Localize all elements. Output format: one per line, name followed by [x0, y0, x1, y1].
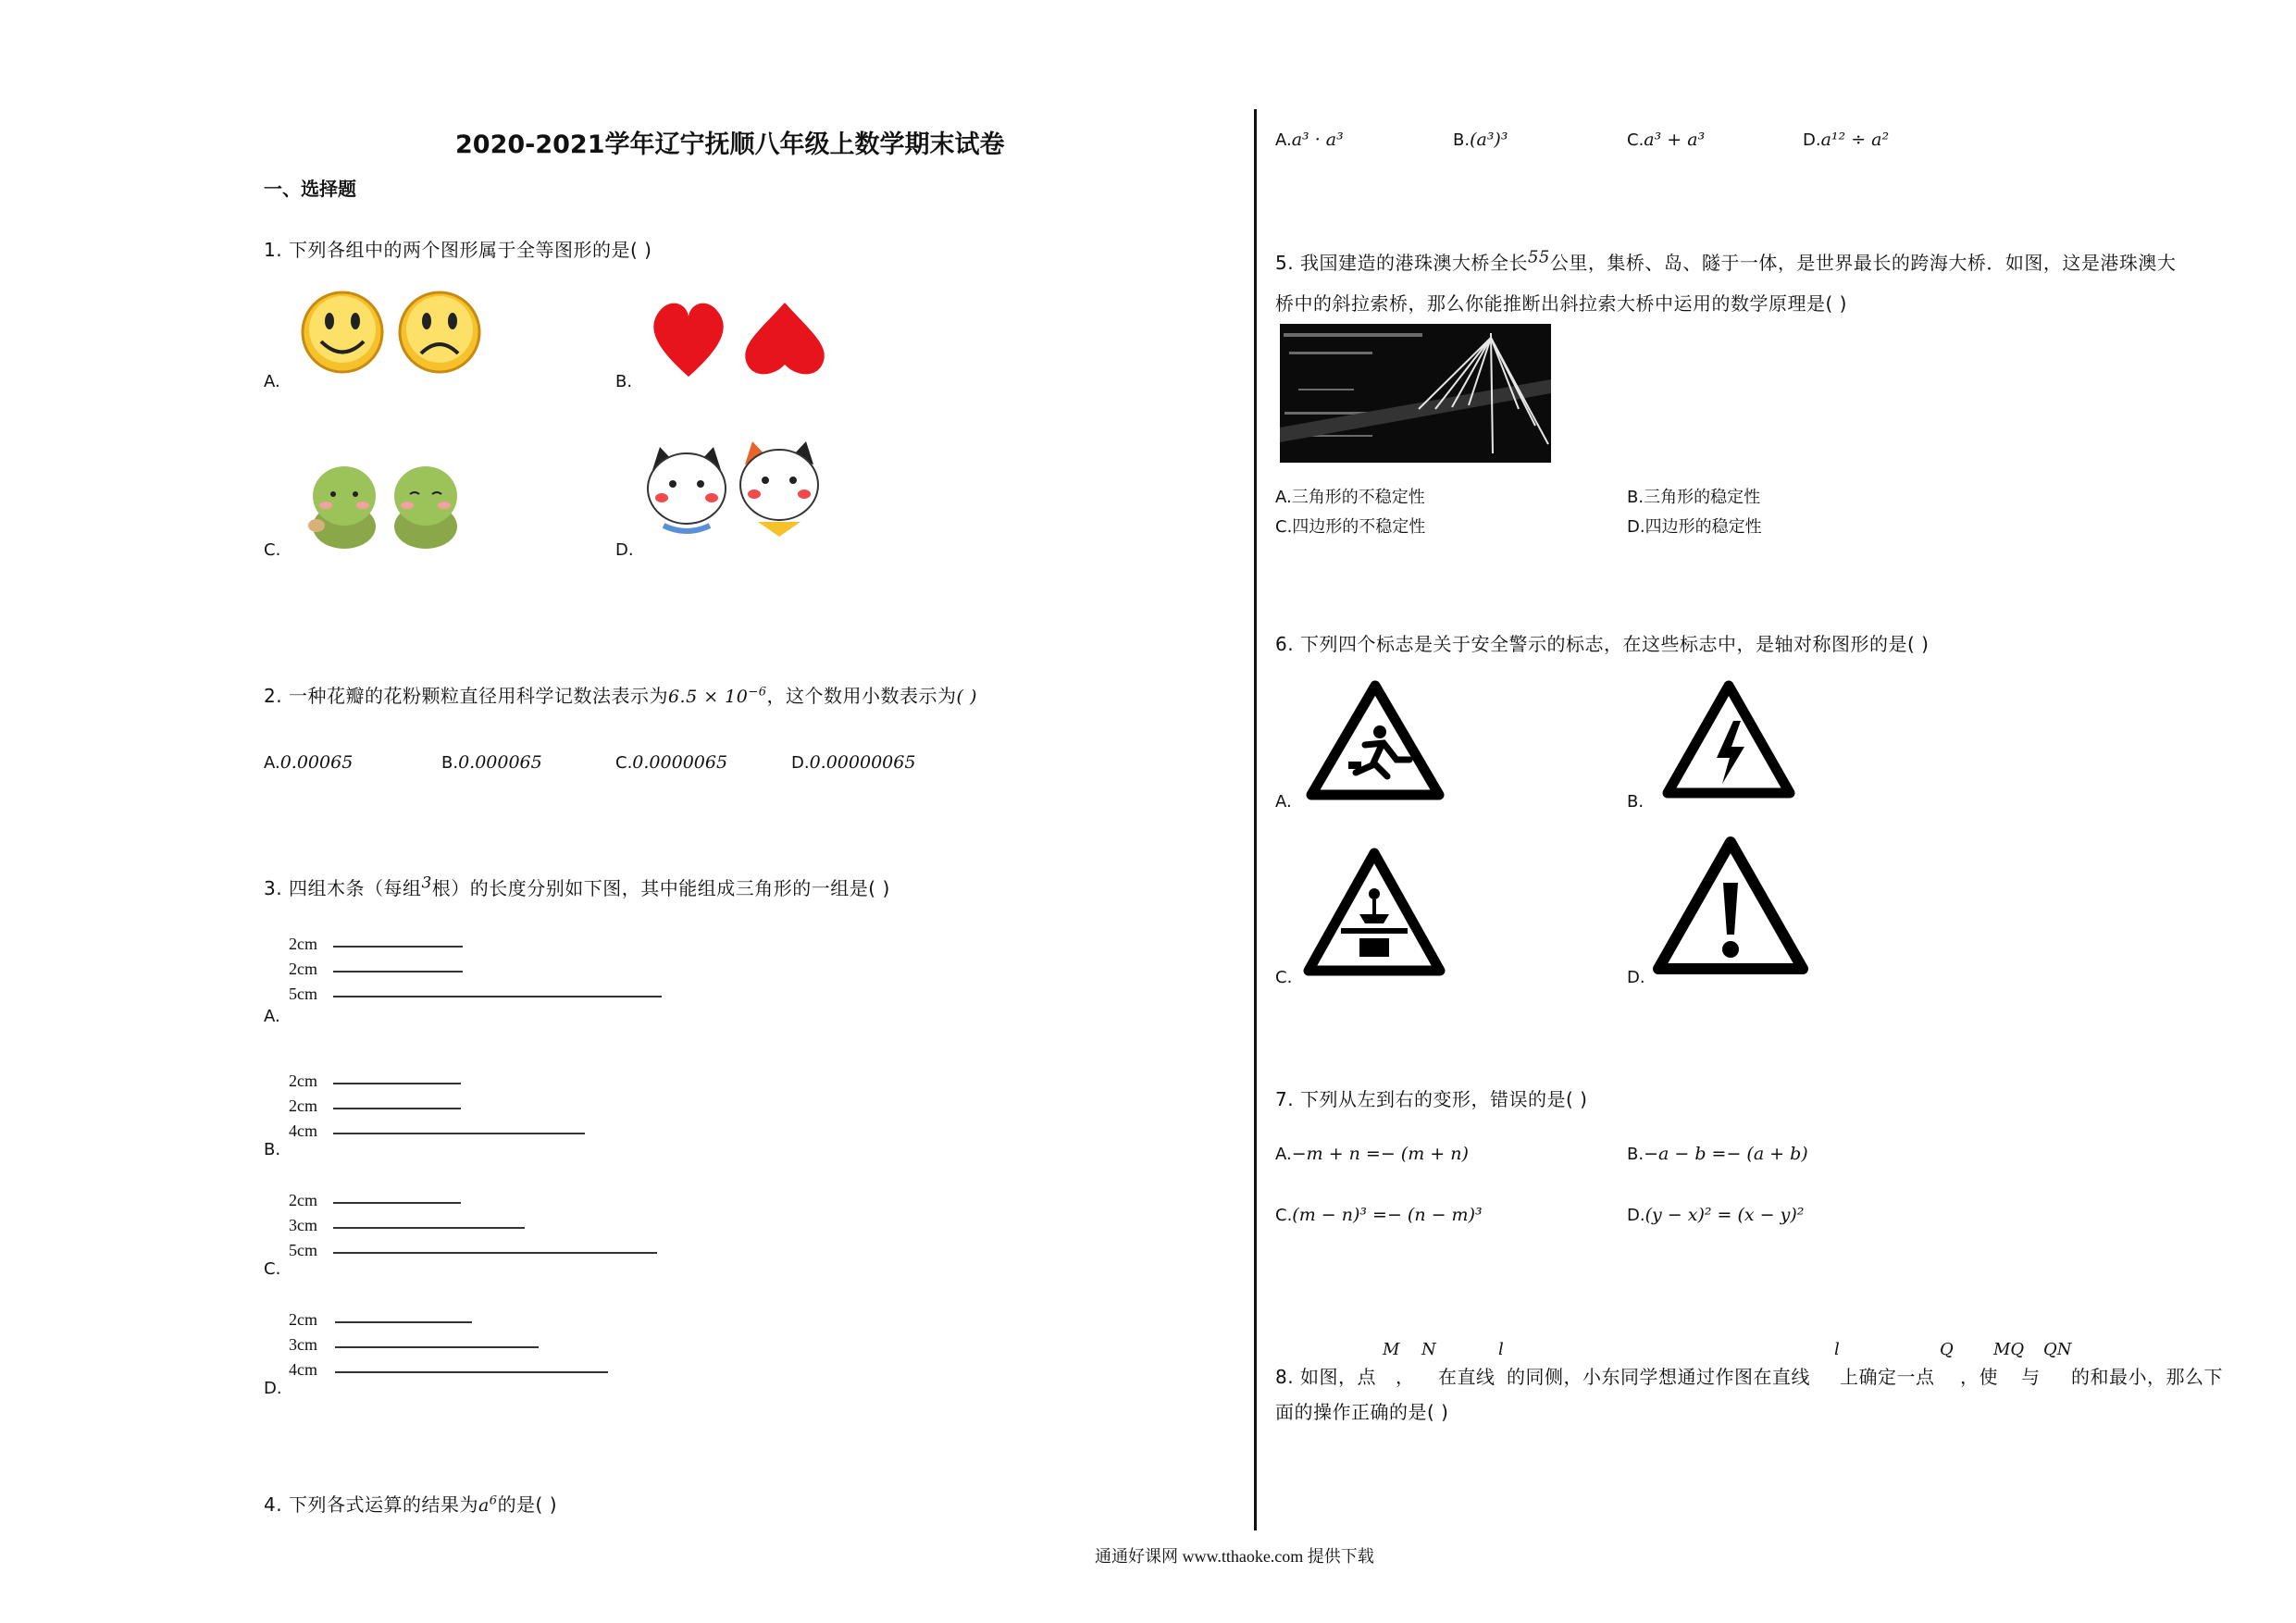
hearts-figure [648, 298, 828, 381]
q3-a-len-1: 2cm [289, 935, 317, 953]
q8-text-e: 与 [2021, 1366, 2041, 1388]
q3-b-len-1: 2cm [289, 1072, 317, 1090]
q1-label-d: D. [615, 540, 634, 560]
q3-text: 3. 四组木条（每组$^3$根）的长度分别如下图，其中能组成三角形的一组是( ) [264, 873, 890, 899]
q4-option-b: B.(a³)³ [1453, 130, 1508, 150]
q3-d-len-2: 3cm [289, 1335, 317, 1354]
q8-point-n: N [1421, 1340, 1436, 1359]
q4-option-a: A.a³ · a³ [1275, 130, 1344, 150]
q2-sci-exp: −6 [748, 685, 767, 700]
q6-label-c: C. [1275, 968, 1293, 987]
q8-text-b: 的同侧，小东同学想通过作图在直线 [1507, 1366, 1810, 1388]
q8-comma: ， [1396, 1366, 1415, 1388]
q3-c-len-2: 3cm [289, 1216, 317, 1234]
q8-text-f: 的和最小，那么下 [2071, 1366, 2223, 1388]
q2-option-b: B.0.000065 [441, 752, 542, 773]
q4-option-d: D.a¹² ÷ a² [1803, 130, 1890, 150]
q8-point-m: M [1383, 1340, 1400, 1359]
q3-label-a: A. [264, 1007, 280, 1026]
q8-line1: 8. 如图，点 [1275, 1366, 1376, 1388]
q4-base: a [478, 1495, 490, 1516]
q3-d-stick-1 [335, 1321, 472, 1323]
q6-label-b: B. [1627, 792, 1644, 812]
q3-label-d: D. [264, 1379, 282, 1398]
q3-a-stick-2 [333, 971, 463, 973]
q3-d-len-3: 4cm [289, 1360, 317, 1379]
q7-option-a: A.−m + n =− (m + n) [1275, 1144, 1469, 1164]
q6-label-a: A. [1275, 792, 1292, 812]
page-footer: 通通好课网 www.tthaoke.com 提供下载 [1095, 1547, 1374, 1566]
q3-c-len-3: 5cm [289, 1241, 317, 1259]
q6-label-d: D. [1627, 968, 1645, 987]
q8-line2: 面的操作正确的是( ) [1275, 1401, 1449, 1423]
q3-a-len-3: 5cm [289, 985, 317, 1003]
q8-segment-mq: MQ [1993, 1340, 2025, 1359]
q3-a-stick-3 [333, 996, 662, 997]
q3-c-stick-2 [333, 1227, 525, 1229]
q7-text: 7. 下列从左到右的变形，错误的是( ) [1275, 1088, 1588, 1110]
q3-d-stick-3 [335, 1371, 608, 1373]
q3-a-stick-1 [333, 946, 463, 948]
hanging-load-warning-icon [1304, 848, 1445, 977]
q2-sci-base: 6.5 × 10 [667, 687, 749, 707]
q7-option-d: D.(y − x)² = (x − y)² [1627, 1205, 1805, 1225]
q1-label-a: A. [264, 372, 280, 391]
q4-text: 4. 下列各式运算的结果为$a^6$的是( ) [264, 1493, 558, 1516]
q3-b-stick-1 [333, 1083, 461, 1084]
q4-option-c: C.a³ + a³ [1627, 130, 1706, 150]
q3-b-len-2: 2cm [289, 1096, 317, 1115]
q3-count: 3 [421, 873, 432, 893]
running-person-warning-icon [1308, 680, 1444, 800]
q4-exp: 6 [489, 1493, 498, 1508]
q5-option-b: B.三角形的稳定性 [1627, 488, 1761, 507]
q3-d-stick-2 [335, 1346, 539, 1348]
q2-text-pre: 2. 一种花瓣的花粉颗粒直径用科学记数法表示为 [264, 685, 668, 707]
q2-text [264, 681, 977, 708]
q7-option-b: B.−a − b =− (a + b) [1627, 1144, 1808, 1164]
column-divider [1254, 109, 1257, 1530]
q3-b-len-3: 4cm [289, 1121, 317, 1140]
page-title: 2020-2021学年辽宁抚顺八年级上数学期末试卷 [455, 130, 1005, 159]
q1-text: 1. 下列各组中的两个图形属于全等图形的是( ) [264, 239, 652, 261]
q3-label-b: B. [264, 1140, 281, 1159]
q8-segment-qn: QN [2043, 1340, 2072, 1359]
q1-label-c: C. [264, 540, 281, 560]
q5-option-d: D.四边形的稳定性 [1627, 517, 1762, 537]
q8-point-q: Q [1940, 1340, 1954, 1359]
q5-line1: 5. 我国建造的港珠澳大桥全长55公里，集桥、岛、隧于一体，是世界最长的跨海大桥．如图，这是港珠澳大 [1275, 247, 2177, 274]
q2-text-post: ，这个数用小数表示为 [766, 685, 957, 707]
exclamation-warning-icon [1653, 835, 1808, 975]
q8-text-a: 在直线 [1438, 1366, 1496, 1388]
q3-c-len-1: 2cm [289, 1191, 317, 1209]
q2-option-d: D.0.00000065 [791, 752, 916, 773]
q5-option-c: C.四边形的不稳定性 [1275, 517, 1426, 537]
electric-shock-warning-icon [1663, 680, 1794, 799]
cats-figure [645, 442, 830, 546]
q1-label-b: B. [615, 372, 633, 391]
q2-paren: ( ) [956, 687, 977, 707]
q3-c-stick-3 [333, 1252, 657, 1254]
q3-d-len-1: 2cm [289, 1310, 317, 1329]
q2-option-c: C.0.0000065 [615, 752, 728, 773]
q3-label-c: C. [264, 1259, 281, 1279]
turtles-figure [305, 457, 463, 548]
q5-line2: 桥中的斜拉索桥，那么你能推断出斜拉索大桥中运用的数学原理是( ) [1275, 292, 1847, 315]
q5-option-a: A.三角形的不稳定性 [1275, 488, 1425, 507]
q7-option-c: C.(m − n)³ =− (n − m)³ [1275, 1205, 1483, 1225]
q5-length: 55 [1527, 247, 1550, 267]
q8-line-l-1: l [1498, 1340, 1504, 1359]
cable-stayed-bridge-photo [1280, 324, 1551, 463]
q3-a-len-2: 2cm [289, 960, 317, 978]
section-heading: 一、选择题 [264, 178, 356, 200]
q3-b-stick-2 [333, 1108, 461, 1109]
q8-text-c: 上确定一点 [1840, 1366, 1935, 1388]
q3-b-stick-3 [333, 1133, 585, 1134]
q3-c-stick-1 [333, 1202, 461, 1204]
smiley-faces-figure [301, 289, 486, 377]
q2-option-a: A.0.00065 [264, 752, 354, 773]
q8-line-l-2: l [1834, 1340, 1840, 1359]
q6-text: 6. 下列四个标志是关于安全警示的标志，在这些标志中，是轴对称图形的是( ) [1275, 633, 1930, 655]
q8-text-d: ，使 [1960, 1366, 1998, 1388]
